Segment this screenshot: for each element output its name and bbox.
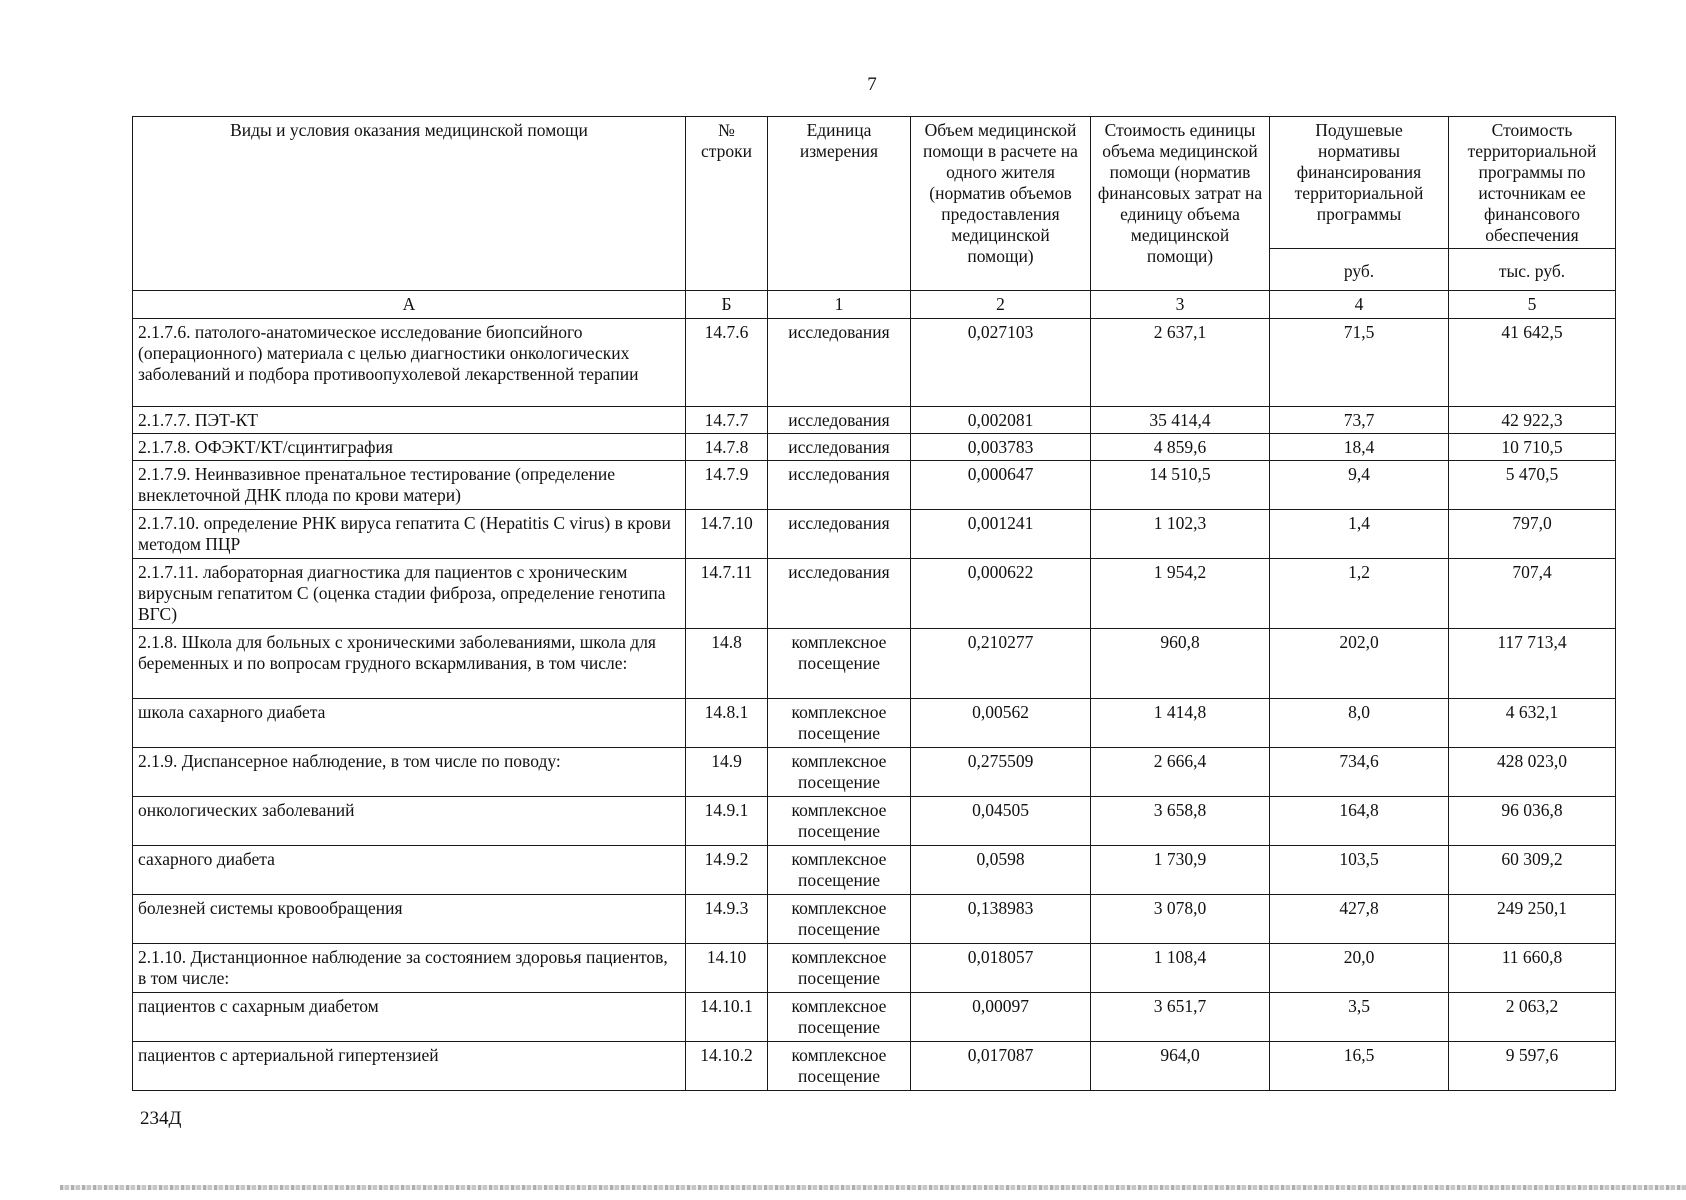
row-per-capita: 8,0 (1270, 699, 1449, 748)
row-total: 96 036,8 (1449, 797, 1616, 846)
row-per-capita: 9,4 (1270, 461, 1449, 510)
row-name: пациентов с артериальной гипертензией (133, 1042, 686, 1091)
row-name: 2.1.7.7. ПЭТ-КТ (133, 407, 686, 434)
document-code: 234Д (140, 1108, 182, 1129)
row-total: 10 710,5 (1449, 434, 1616, 461)
row-volume: 0,027103 (911, 319, 1091, 407)
row-per-capita: 20,0 (1270, 944, 1449, 993)
row-unit: исследования (768, 461, 911, 510)
row-unit-cost: 960,8 (1091, 629, 1270, 699)
row-volume: 0,210277 (911, 629, 1091, 699)
row-unit-cost: 2 666,4 (1091, 748, 1270, 797)
row-per-capita: 3,5 (1270, 993, 1449, 1042)
row-name: онкологических заболеваний (133, 797, 686, 846)
row-unit: комплексное посещение (768, 699, 911, 748)
row-name: школа сахарного диабета (133, 699, 686, 748)
row-unit-cost: 3 078,0 (1091, 895, 1270, 944)
row-line-number: 14.10.1 (686, 993, 768, 1042)
row-total: 9 597,6 (1449, 1042, 1616, 1091)
row-line-number: 14.10.2 (686, 1042, 768, 1091)
row-total: 797,0 (1449, 510, 1616, 559)
row-line-number: 14.9.2 (686, 846, 768, 895)
scan-edge-artifact (60, 1185, 1686, 1190)
table-row (133, 944, 1616, 993)
row-total: 5 470,5 (1449, 461, 1616, 510)
row-unit-cost: 4 859,6 (1091, 434, 1270, 461)
row-line-number: 14.9.1 (686, 797, 768, 846)
row-unit: комплексное посещение (768, 993, 911, 1042)
row-line-number: 14.10 (686, 944, 768, 993)
unit-rub: руб. (1270, 249, 1449, 291)
row-per-capita: 103,5 (1270, 846, 1449, 895)
row-total: 2 063,2 (1449, 993, 1616, 1042)
table-row (133, 559, 1616, 629)
row-name: пациентов с сахарным диабетом (133, 993, 686, 1042)
row-per-capita: 1,2 (1270, 559, 1449, 629)
letter-5: 5 (1449, 291, 1616, 319)
row-unit-cost: 2 637,1 (1091, 319, 1270, 407)
row-volume: 0,04505 (911, 797, 1091, 846)
row-unit-cost: 1 414,8 (1091, 699, 1270, 748)
column-letters-row (133, 291, 1616, 319)
row-unit-cost: 1 102,3 (1091, 510, 1270, 559)
row-total: 707,4 (1449, 559, 1616, 629)
row-name: 2.1.7.10. определение РНК вируса гепатита C (Hepatitis C virus) в крови методом ПЦР (133, 510, 686, 559)
header-program-cost: Стоимость территориальной программы по источникам ее финансового обеспечения (1449, 117, 1616, 249)
table-row (133, 748, 1616, 797)
table-row (133, 1042, 1616, 1091)
table-row (133, 846, 1616, 895)
row-line-number: 14.8 (686, 629, 768, 699)
letter-3: 3 (1091, 291, 1270, 319)
medical-care-table (132, 116, 1616, 1091)
row-unit-cost: 964,0 (1091, 1042, 1270, 1091)
row-unit-cost: 1 730,9 (1091, 846, 1270, 895)
row-volume: 0,017087 (911, 1042, 1091, 1091)
row-name: сахарного диабета (133, 846, 686, 895)
table-row (133, 407, 1616, 434)
row-line-number: 14.7.6 (686, 319, 768, 407)
row-volume: 0,0598 (911, 846, 1091, 895)
row-volume: 0,00562 (911, 699, 1091, 748)
row-unit-cost: 3 658,8 (1091, 797, 1270, 846)
letter-a: А (133, 291, 686, 319)
row-total: 42 922,3 (1449, 407, 1616, 434)
row-per-capita: 202,0 (1270, 629, 1449, 699)
row-line-number: 14.9 (686, 748, 768, 797)
row-per-capita: 18,4 (1270, 434, 1449, 461)
row-line-number: 14.7.10 (686, 510, 768, 559)
row-total: 249 250,1 (1449, 895, 1616, 944)
header-per-capita: Подушевые нормативы финансирования территориальной программы (1270, 117, 1449, 249)
row-line-number: 14.7.7 (686, 407, 768, 434)
row-unit: комплексное посещение (768, 944, 911, 993)
row-per-capita: 71,5 (1270, 319, 1449, 407)
row-volume: 0,018057 (911, 944, 1091, 993)
header-volume: Объем медицинской помощи в расчете на одного жителя (норматив объемов предоставления медицинской помощи) (911, 117, 1091, 291)
row-name: 2.1.10. Дистанционное наблюдение за состоянием здоровья пациентов, в том числе: (133, 944, 686, 993)
table-row (133, 510, 1616, 559)
row-volume: 0,275509 (911, 748, 1091, 797)
letter-4: 4 (1270, 291, 1449, 319)
row-volume: 0,138983 (911, 895, 1091, 944)
header-row (133, 117, 1616, 249)
row-unit: комплексное посещение (768, 895, 911, 944)
table-row (133, 895, 1616, 944)
header-unit: Единица измерения (768, 117, 911, 291)
table-row (133, 629, 1616, 699)
header-unit-cost: Стоимость единицы объема медицинской помощи (норматив финансовых затрат на единицу объема медицинской помощи) (1091, 117, 1270, 291)
row-unit: комплексное посещение (768, 629, 911, 699)
row-total: 60 309,2 (1449, 846, 1616, 895)
row-line-number: 14.7.8 (686, 434, 768, 461)
row-volume: 0,002081 (911, 407, 1091, 434)
row-line-number: 14.9.3 (686, 895, 768, 944)
row-per-capita: 427,8 (1270, 895, 1449, 944)
row-name: 2.1.8. Школа для больных с хроническими заболеваниями, школа для беременных и по вопросам грудного вскармливания, в том числе: (133, 629, 686, 699)
row-total: 41 642,5 (1449, 319, 1616, 407)
row-unit: комплексное посещение (768, 1042, 911, 1091)
table-row (133, 434, 1616, 461)
page-number: 7 (867, 74, 877, 95)
row-per-capita: 734,6 (1270, 748, 1449, 797)
row-name: 2.1.7.9. Неинвазивное пренатальное тестирование (определение внеклеточной ДНК плода по крови матери) (133, 461, 686, 510)
row-unit: исследования (768, 559, 911, 629)
table-body (133, 117, 1616, 1091)
row-total: 117 713,4 (1449, 629, 1616, 699)
row-unit-cost: 14 510,5 (1091, 461, 1270, 510)
row-unit: исследования (768, 319, 911, 407)
row-per-capita: 164,8 (1270, 797, 1449, 846)
row-volume: 0,000647 (911, 461, 1091, 510)
row-unit-cost: 1 108,4 (1091, 944, 1270, 993)
row-line-number: 14.8.1 (686, 699, 768, 748)
table-row (133, 797, 1616, 846)
row-total: 11 660,8 (1449, 944, 1616, 993)
row-name: 2.1.7.11. лабораторная диагностика для пациентов с хроническим вирусным гепатитом C (оценка стадии фиброза, определение генотипа ВГС) (133, 559, 686, 629)
row-total: 4 632,1 (1449, 699, 1616, 748)
unit-thousand-rub: тыс. руб. (1449, 249, 1616, 291)
row-volume: 0,001241 (911, 510, 1091, 559)
row-unit: исследования (768, 434, 911, 461)
row-volume: 0,003783 (911, 434, 1091, 461)
row-total: 428 023,0 (1449, 748, 1616, 797)
row-unit: комплексное посещение (768, 748, 911, 797)
row-unit-cost: 1 954,2 (1091, 559, 1270, 629)
row-line-number: 14.7.11 (686, 559, 768, 629)
row-volume: 0,00097 (911, 993, 1091, 1042)
row-unit: комплексное посещение (768, 797, 911, 846)
row-per-capita: 1,4 (1270, 510, 1449, 559)
table-row (133, 699, 1616, 748)
row-name: 2.1.7.8. ОФЭКТ/КТ/сцинтиграфия (133, 434, 686, 461)
letter-b: Б (686, 291, 768, 319)
header-line-number: № строки (686, 117, 768, 291)
row-unit-cost: 35 414,4 (1091, 407, 1270, 434)
row-name: 2.1.7.6. патолого-анатомическое исследование биопсийного (операционного) материала с целью диагностики онкологических заболеваний и подбора противоопухолевой лекарственной терапии (133, 319, 686, 407)
header-care-types: Виды и условия оказания медицинской помощи (133, 117, 686, 291)
row-per-capita: 73,7 (1270, 407, 1449, 434)
table-row (133, 461, 1616, 510)
table-row (133, 993, 1616, 1042)
row-unit-cost: 3 651,7 (1091, 993, 1270, 1042)
row-name: 2.1.9. Диспансерное наблюдение, в том числе по поводу: (133, 748, 686, 797)
row-volume: 0,000622 (911, 559, 1091, 629)
table-row (133, 319, 1616, 407)
row-name: болезней системы кровообращения (133, 895, 686, 944)
row-per-capita: 16,5 (1270, 1042, 1449, 1091)
row-unit: комплексное посещение (768, 846, 911, 895)
row-unit: исследования (768, 510, 911, 559)
row-unit: исследования (768, 407, 911, 434)
row-line-number: 14.7.9 (686, 461, 768, 510)
letter-2: 2 (911, 291, 1091, 319)
letter-1: 1 (768, 291, 911, 319)
